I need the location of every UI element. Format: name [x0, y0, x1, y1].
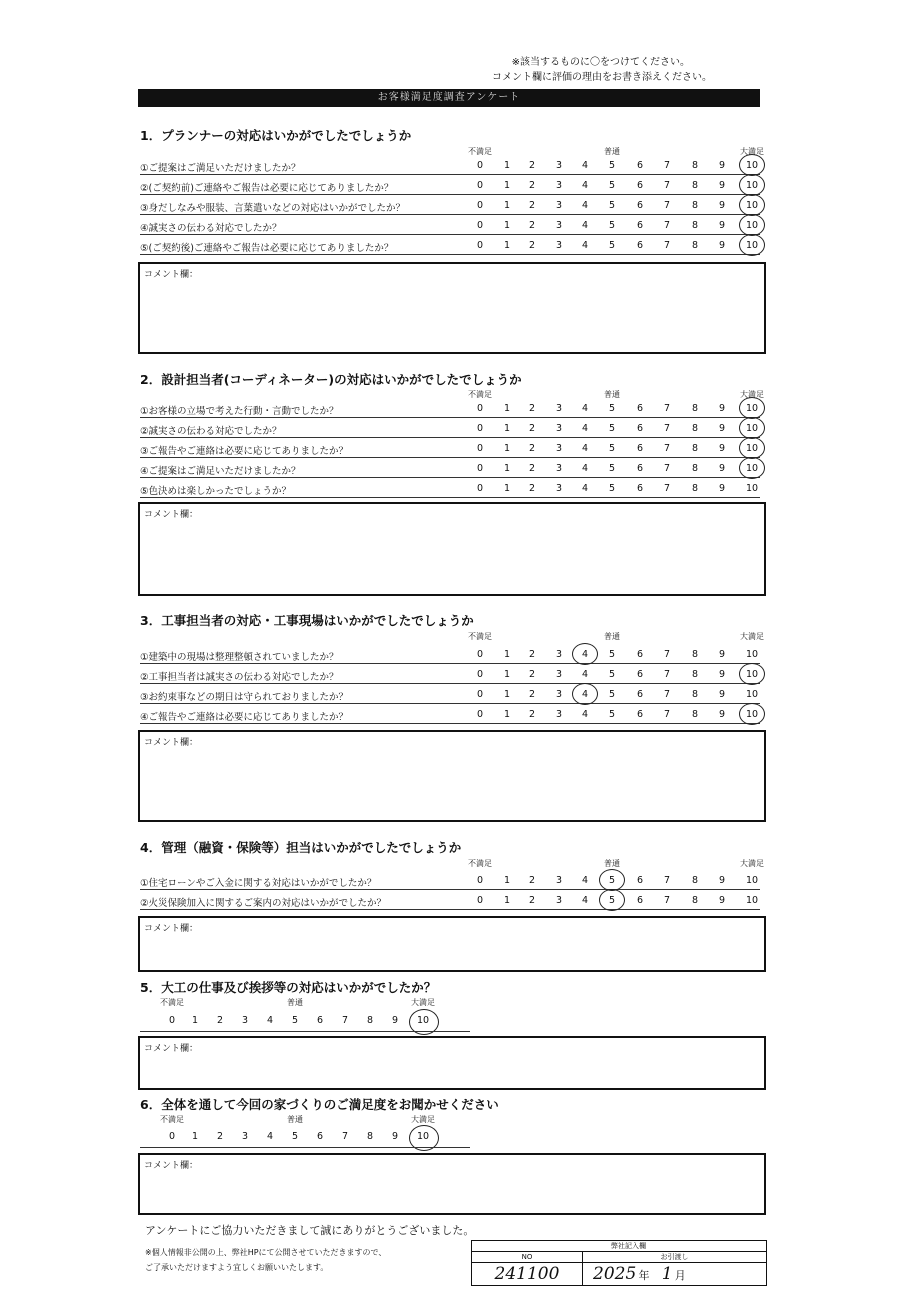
rating-option-6[interactable]: 6	[636, 689, 644, 700]
rating-option-6[interactable]: 6	[316, 1015, 324, 1026]
rating-option-5[interactable]: 5	[608, 160, 616, 171]
rating-option-10[interactable]: 10	[745, 709, 759, 720]
question-text: ①住宅ローンやご入金に関する対応はいかがでしたか？	[140, 878, 377, 889]
rating-option-1[interactable]: 1	[503, 709, 511, 720]
rating-option-0[interactable]: 0	[476, 483, 484, 494]
selected-rating-circle	[739, 234, 765, 256]
rating-option-8[interactable]: 8	[691, 240, 699, 251]
rating-option-6[interactable]: 6	[636, 423, 644, 434]
office-header: 弊社記入欄	[472, 1241, 767, 1252]
question-row	[140, 459, 760, 478]
rating-option-0[interactable]: 0	[476, 180, 484, 191]
rating-option-0[interactable]: 0	[476, 463, 484, 474]
rating-option-7[interactable]: 7	[341, 1131, 349, 1142]
rating-option-9[interactable]: 9	[718, 423, 726, 434]
rating-option-9[interactable]: 9	[391, 1015, 399, 1026]
rating-option-6[interactable]: 6	[636, 483, 644, 494]
rating-option-1[interactable]: 1	[503, 443, 511, 454]
rating-option-6[interactable]: 6	[636, 220, 644, 231]
question-row	[140, 236, 760, 255]
rating-option-7[interactable]: 7	[663, 423, 671, 434]
rating-option-8[interactable]: 8	[691, 200, 699, 211]
rating-option-7[interactable]: 7	[663, 443, 671, 454]
scale-low-label: 不満足	[160, 1115, 184, 1124]
rating-option-4[interactable]: 4	[581, 200, 589, 211]
section-title: 5．大工の仕事及び挨拶等の対応はいかがでしたか？	[140, 980, 437, 995]
rating-option-1[interactable]: 1	[503, 403, 511, 414]
rating-option-8[interactable]: 8	[691, 689, 699, 700]
rating-option-2[interactable]: 2	[216, 1131, 224, 1142]
rating-option-2[interactable]: 2	[528, 463, 536, 474]
scale-mid-label: 普通	[604, 147, 620, 156]
rating-option-1[interactable]: 1	[503, 200, 511, 211]
rating-option-4[interactable]: 4	[581, 180, 589, 191]
selected-rating-circle	[739, 397, 765, 419]
question-text: ③お約束事などの期日は守られておりましたか？	[140, 692, 349, 703]
question-row	[140, 479, 760, 498]
rating-option-4[interactable]: 4	[581, 483, 589, 494]
scale-mid-label: 普通	[604, 859, 620, 868]
rating-option-0[interactable]: 0	[476, 160, 484, 171]
rating-option-8[interactable]: 8	[691, 160, 699, 171]
rating-option-7[interactable]: 7	[663, 403, 671, 414]
rating-option-1[interactable]: 1	[503, 240, 511, 251]
rating-option-7[interactable]: 7	[663, 160, 671, 171]
rating-option-9[interactable]: 9	[718, 895, 726, 906]
rating-option-10[interactable]: 10	[745, 240, 759, 251]
selected-rating-circle	[599, 869, 625, 891]
scale-high-label: 大満足	[411, 1115, 435, 1124]
question-text: ③身だしなみや服装、言葉遣いなどの対応はいかがでしたか？	[140, 203, 406, 214]
question-text: ①建築中の現場は整理整頓されていましたか？	[140, 652, 339, 663]
comment-label: コメント欄：	[144, 738, 199, 748]
rating-option-0[interactable]: 0	[476, 443, 484, 454]
rating-option-8[interactable]: 8	[691, 220, 699, 231]
selected-rating-circle	[739, 194, 765, 216]
comment-box[interactable]	[138, 502, 766, 596]
rating-option-7[interactable]: 7	[341, 1015, 349, 1026]
section-title: 2．設計担当者(コーディネーター)の対応はいかがでしたでしょうか	[140, 372, 522, 387]
rating-option-3[interactable]: 3	[555, 895, 563, 906]
comment-label: コメント欄：	[144, 924, 199, 934]
section-title: 6．全体を通して今回の家づくりのご満足度をお聞かせください	[140, 1097, 499, 1112]
selected-rating-circle	[739, 214, 765, 236]
rating-option-3[interactable]: 3	[555, 875, 563, 886]
question-row	[140, 891, 760, 910]
rating-option-1[interactable]: 1	[503, 895, 511, 906]
rating-option-8[interactable]: 8	[366, 1015, 374, 1026]
rating-option-6[interactable]: 6	[636, 200, 644, 211]
rating-option-0[interactable]: 0	[168, 1131, 176, 1142]
rating-option-1[interactable]: 1	[503, 220, 511, 231]
rating-option-9[interactable]: 9	[718, 689, 726, 700]
comment-label: コメント欄：	[144, 1161, 199, 1171]
selected-rating-circle	[572, 683, 598, 705]
rating-option-4[interactable]: 4	[581, 463, 589, 474]
comment-box[interactable]	[138, 1153, 766, 1215]
rating-option-0[interactable]: 0	[476, 875, 484, 886]
rating-option-1[interactable]: 1	[191, 1015, 199, 1026]
scale-high-label: 大満足	[740, 147, 764, 156]
instruction-mark-line: ※該当するものに〇をつけてください。	[511, 57, 690, 68]
rating-option-3[interactable]: 3	[555, 240, 563, 251]
rating-option-9[interactable]: 9	[718, 443, 726, 454]
question-row	[140, 871, 760, 890]
rating-option-9[interactable]: 9	[718, 240, 726, 251]
rating-option-7[interactable]: 7	[663, 649, 671, 660]
rating-option-10[interactable]: 10	[416, 1131, 430, 1142]
rating-option-4[interactable]: 4	[581, 220, 589, 231]
question-row	[140, 196, 760, 215]
question-text: ②誠実さの伝わる対応でしたか？	[140, 426, 282, 437]
section-title: 1．プランナーの対応はいかがでしたでしょうか	[140, 128, 412, 143]
rating-option-6[interactable]: 6	[636, 895, 644, 906]
office-no-label: NO	[472, 1252, 583, 1263]
rating-option-0[interactable]: 0	[476, 200, 484, 211]
question-row	[140, 665, 760, 684]
question-row	[140, 399, 760, 418]
scale-mid-label: 普通	[287, 1115, 303, 1124]
rating-option-8[interactable]: 8	[691, 403, 699, 414]
rating-option-2[interactable]: 2	[528, 895, 536, 906]
rating-option-3[interactable]: 3	[555, 709, 563, 720]
rating-option-2[interactable]: 2	[528, 649, 536, 660]
scale-high-label: 大満足	[740, 390, 764, 399]
rating-option-3[interactable]: 3	[555, 443, 563, 454]
rating-option-1[interactable]: 1	[503, 669, 511, 680]
scale-low-label: 不満足	[468, 390, 492, 399]
rating-option-5[interactable]: 5	[608, 220, 616, 231]
section-title: 3．工事担当者の対応・工事現場はいかがでしたでしょうか	[140, 613, 474, 628]
question-text: ①ご提案はご満足いただけましたか？	[140, 163, 301, 174]
rating-option-10[interactable]: 10	[745, 180, 759, 191]
rating-option-2[interactable]: 2	[528, 200, 536, 211]
rating-option-6[interactable]: 6	[636, 180, 644, 191]
scale-high-label: 大満足	[740, 859, 764, 868]
rating-option-2[interactable]: 2	[528, 423, 536, 434]
office-year-value: 2025	[593, 1264, 637, 1284]
rating-option-7[interactable]: 7	[663, 180, 671, 191]
rating-option-5[interactable]: 5	[608, 423, 616, 434]
rating-option-0[interactable]: 0	[476, 403, 484, 414]
thanks-message: アンケートにご協力いただきまして誠にありがとうございました。	[145, 1224, 475, 1237]
rating-option-8[interactable]: 8	[691, 423, 699, 434]
rating-option-0[interactable]: 0	[476, 689, 484, 700]
rating-option-6[interactable]: 6	[636, 160, 644, 171]
question-row	[140, 156, 760, 175]
selected-rating-circle	[739, 174, 765, 196]
rating-option-7[interactable]: 7	[663, 240, 671, 251]
rating-option-8[interactable]: 8	[691, 895, 699, 906]
rating-option-8[interactable]: 8	[691, 180, 699, 191]
rating-option-3[interactable]: 3	[555, 423, 563, 434]
rating-option-10[interactable]: 10	[745, 403, 759, 414]
rating-option-7[interactable]: 7	[663, 895, 671, 906]
rating-option-2[interactable]: 2	[216, 1015, 224, 1026]
comment-box[interactable]	[138, 916, 766, 972]
scale-mid-label: 普通	[604, 632, 620, 641]
scale-low-label: 不満足	[160, 998, 184, 1007]
rating-option-7[interactable]: 7	[663, 875, 671, 886]
rating-option-3[interactable]: 3	[555, 220, 563, 231]
rating-option-5[interactable]: 5	[291, 1015, 299, 1026]
section-title: 4．管理（融資・保険等）担当はいかがでしたでしょうか	[140, 840, 462, 855]
rating-option-6[interactable]: 6	[636, 669, 644, 680]
rating-option-10[interactable]: 10	[416, 1015, 430, 1026]
scale-low-label: 不満足	[468, 632, 492, 641]
scale-low-label: 不満足	[468, 859, 492, 868]
rating-option-5[interactable]: 5	[608, 240, 616, 251]
scale-mid-label: 普通	[287, 998, 303, 1007]
rating-option-5[interactable]: 5	[608, 200, 616, 211]
privacy-note-2: ご了承いただけますよう宜しくお願いいたします。	[145, 1263, 329, 1272]
selected-rating-circle	[739, 663, 765, 685]
comment-label: コメント欄：	[144, 270, 199, 280]
rating-option-4[interactable]: 4	[581, 423, 589, 434]
selected-rating-circle	[739, 457, 765, 479]
rating-option-6[interactable]: 6	[636, 709, 644, 720]
rating-option-1[interactable]: 1	[503, 160, 511, 171]
rating-option-1[interactable]: 1	[191, 1131, 199, 1142]
question-row	[140, 645, 760, 664]
rating-option-10[interactable]: 10	[745, 483, 759, 494]
office-year-unit: 年	[638, 1269, 650, 1282]
comment-box[interactable]	[138, 730, 766, 822]
office-month-unit: 月	[674, 1269, 686, 1282]
form-title: お客様満足度調査アンケート	[138, 89, 760, 107]
rating-option-6[interactable]: 6	[636, 443, 644, 454]
rating-option-4[interactable]: 4	[581, 649, 589, 660]
rating-option-5[interactable]: 5	[608, 895, 616, 906]
question-row	[140, 439, 760, 458]
rating-option-9[interactable]: 9	[718, 875, 726, 886]
rating-option-7[interactable]: 7	[663, 200, 671, 211]
instruction-comment-line: コメント欄に評価の理由をお書き添えください。	[492, 72, 712, 83]
rating-option-7[interactable]: 7	[663, 463, 671, 474]
question-row	[140, 176, 760, 195]
rating-option-4[interactable]: 4	[266, 1015, 274, 1026]
rating-option-10[interactable]: 10	[745, 423, 759, 434]
rating-option-9[interactable]: 9	[718, 403, 726, 414]
rating-option-3[interactable]: 3	[241, 1015, 249, 1026]
scale-underline	[140, 1147, 470, 1148]
rating-option-2[interactable]: 2	[528, 689, 536, 700]
rating-option-5[interactable]: 5	[608, 463, 616, 474]
rating-option-2[interactable]: 2	[528, 669, 536, 680]
rating-option-10[interactable]: 10	[745, 669, 759, 680]
rating-option-10[interactable]: 10	[745, 220, 759, 231]
rating-option-6[interactable]: 6	[316, 1131, 324, 1142]
rating-option-3[interactable]: 3	[555, 483, 563, 494]
rating-option-3[interactable]: 3	[555, 689, 563, 700]
scale-low-label: 不満足	[468, 147, 492, 156]
rating-option-4[interactable]: 4	[581, 709, 589, 720]
question-row	[140, 216, 760, 235]
rating-option-5[interactable]: 5	[608, 875, 616, 886]
rating-option-5[interactable]: 5	[608, 649, 616, 660]
rating-option-3[interactable]: 3	[555, 180, 563, 191]
question-text: ②火災保険加入に関するご案内の対応はいかがでしたか？	[140, 898, 387, 909]
selected-rating-circle	[599, 889, 625, 911]
question-text: ⑤(ご契約後)ご連絡やご報告は必要に応じてありましたか？	[140, 243, 394, 254]
rating-option-6[interactable]: 6	[636, 403, 644, 414]
question-text: ⑤色決めは楽しかったでしょうか？	[140, 486, 292, 497]
rating-option-10[interactable]: 10	[745, 875, 759, 886]
rating-option-4[interactable]: 4	[581, 689, 589, 700]
rating-option-9[interactable]: 9	[718, 483, 726, 494]
rating-option-1[interactable]: 1	[503, 875, 511, 886]
rating-option-3[interactable]: 3	[555, 463, 563, 474]
question-text: ④ご提案はご満足いただけましたか？	[140, 466, 301, 477]
rating-option-4[interactable]: 4	[581, 875, 589, 886]
rating-option-8[interactable]: 8	[366, 1131, 374, 1142]
selected-rating-circle	[739, 154, 765, 176]
comment-label: コメント欄：	[144, 1044, 199, 1054]
rating-option-9[interactable]: 9	[718, 709, 726, 720]
rating-option-10[interactable]: 10	[745, 443, 759, 454]
rating-option-10[interactable]: 10	[745, 649, 759, 660]
rating-option-2[interactable]: 2	[528, 483, 536, 494]
rating-option-9[interactable]: 9	[718, 669, 726, 680]
rating-option-8[interactable]: 8	[691, 709, 699, 720]
rating-option-6[interactable]: 6	[636, 240, 644, 251]
rating-option-2[interactable]: 2	[528, 709, 536, 720]
rating-option-0[interactable]: 0	[168, 1015, 176, 1026]
rating-option-8[interactable]: 8	[691, 443, 699, 454]
rating-option-7[interactable]: 7	[663, 220, 671, 231]
rating-option-0[interactable]: 0	[476, 240, 484, 251]
rating-option-0[interactable]: 0	[476, 709, 484, 720]
privacy-note-1: ※個人情報非公開の上、弊社HPにて公開させていただきますので、	[145, 1248, 387, 1257]
question-text: ②(ご契約前)ご連絡やご報告は必要に応じてありましたか？	[140, 183, 394, 194]
question-text: ④ご報告やご連絡は必要に応じてありましたか？	[140, 712, 349, 723]
rating-option-5[interactable]: 5	[608, 709, 616, 720]
scale-mid-label: 普通	[604, 390, 620, 399]
rating-option-1[interactable]: 1	[503, 180, 511, 191]
comment-box[interactable]	[138, 1036, 766, 1090]
rating-option-9[interactable]: 9	[718, 180, 726, 191]
question-row	[140, 419, 760, 438]
rating-option-2[interactable]: 2	[528, 160, 536, 171]
question-row	[140, 705, 760, 724]
rating-option-9[interactable]: 9	[718, 160, 726, 171]
rating-option-1[interactable]: 1	[503, 423, 511, 434]
rating-option-8[interactable]: 8	[691, 463, 699, 474]
rating-option-7[interactable]: 7	[663, 709, 671, 720]
rating-option-3[interactable]: 3	[555, 403, 563, 414]
rating-option-4[interactable]: 4	[266, 1131, 274, 1142]
rating-option-8[interactable]: 8	[691, 649, 699, 660]
rating-option-3[interactable]: 3	[555, 649, 563, 660]
rating-option-10[interactable]: 10	[745, 689, 759, 700]
question-text: ②工事担当者は誠実さの伝わる対応でしたか？	[140, 672, 339, 683]
rating-option-6[interactable]: 6	[636, 463, 644, 474]
office-use-box	[471, 1240, 767, 1286]
rating-option-9[interactable]: 9	[718, 220, 726, 231]
rating-option-0[interactable]: 0	[476, 649, 484, 660]
rating-option-0[interactable]: 0	[476, 895, 484, 906]
rating-option-1[interactable]: 1	[503, 689, 511, 700]
selected-rating-circle	[739, 437, 765, 459]
rating-option-2[interactable]: 2	[528, 180, 536, 191]
rating-option-5[interactable]: 5	[608, 180, 616, 191]
rating-option-5[interactable]: 5	[608, 689, 616, 700]
rating-option-1[interactable]: 1	[503, 649, 511, 660]
rating-option-4[interactable]: 4	[581, 240, 589, 251]
rating-option-9[interactable]: 9	[718, 200, 726, 211]
selected-rating-circle	[739, 703, 765, 725]
scale-high-label: 大満足	[740, 632, 764, 641]
rating-option-2[interactable]: 2	[528, 443, 536, 454]
rating-option-10[interactable]: 10	[745, 463, 759, 474]
rating-option-2[interactable]: 2	[528, 875, 536, 886]
rating-option-4[interactable]: 4	[581, 895, 589, 906]
scale-high-label: 大満足	[411, 998, 435, 1007]
selected-rating-circle	[739, 417, 765, 439]
rating-option-9[interactable]: 9	[718, 649, 726, 660]
question-text: ①お客様の立場で考えた行動・言動でしたか？	[140, 406, 339, 417]
rating-option-1[interactable]: 1	[503, 463, 511, 474]
rating-option-8[interactable]: 8	[691, 669, 699, 680]
question-text: ④誠実さの伝わる対応でしたか？	[140, 223, 282, 234]
question-row	[140, 685, 760, 704]
rating-option-5[interactable]: 5	[608, 443, 616, 454]
office-date-label: お引渡し	[583, 1252, 767, 1263]
office-month-value: 1	[661, 1264, 673, 1284]
comment-box[interactable]	[138, 262, 766, 354]
rating-option-5[interactable]: 5	[608, 669, 616, 680]
rating-option-7[interactable]: 7	[663, 689, 671, 700]
rating-option-8[interactable]: 8	[691, 875, 699, 886]
rating-option-8[interactable]: 8	[691, 483, 699, 494]
rating-option-5[interactable]: 5	[608, 483, 616, 494]
rating-option-3[interactable]: 3	[555, 200, 563, 211]
rating-option-0[interactable]: 0	[476, 669, 484, 680]
selected-rating-circle	[572, 643, 598, 665]
rating-option-2[interactable]: 2	[528, 240, 536, 251]
rating-option-9[interactable]: 9	[718, 463, 726, 474]
rating-option-4[interactable]: 4	[581, 443, 589, 454]
rating-option-6[interactable]: 6	[636, 875, 644, 886]
rating-option-5[interactable]: 5	[291, 1131, 299, 1142]
office-no-value: 241100	[494, 1264, 560, 1284]
rating-option-2[interactable]: 2	[528, 220, 536, 231]
rating-option-4[interactable]: 4	[581, 403, 589, 414]
rating-option-7[interactable]: 7	[663, 483, 671, 494]
rating-option-3[interactable]: 3	[555, 160, 563, 171]
rating-option-0[interactable]: 0	[476, 423, 484, 434]
rating-option-10[interactable]: 10	[745, 895, 759, 906]
rating-option-10[interactable]: 10	[745, 160, 759, 171]
rating-option-2[interactable]: 2	[528, 403, 536, 414]
rating-option-10[interactable]: 10	[745, 200, 759, 211]
rating-option-3[interactable]: 3	[241, 1131, 249, 1142]
comment-label: コメント欄：	[144, 510, 199, 520]
question-text: ③ご報告やご連絡は必要に応じてありましたか？	[140, 446, 349, 457]
scale-underline	[140, 1031, 470, 1032]
rating-option-1[interactable]: 1	[503, 483, 511, 494]
rating-option-0[interactable]: 0	[476, 220, 484, 231]
rating-option-7[interactable]: 7	[663, 669, 671, 680]
rating-option-5[interactable]: 5	[608, 403, 616, 414]
rating-option-4[interactable]: 4	[581, 160, 589, 171]
rating-option-9[interactable]: 9	[391, 1131, 399, 1142]
rating-option-6[interactable]: 6	[636, 649, 644, 660]
rating-option-3[interactable]: 3	[555, 669, 563, 680]
rating-option-4[interactable]: 4	[581, 669, 589, 680]
